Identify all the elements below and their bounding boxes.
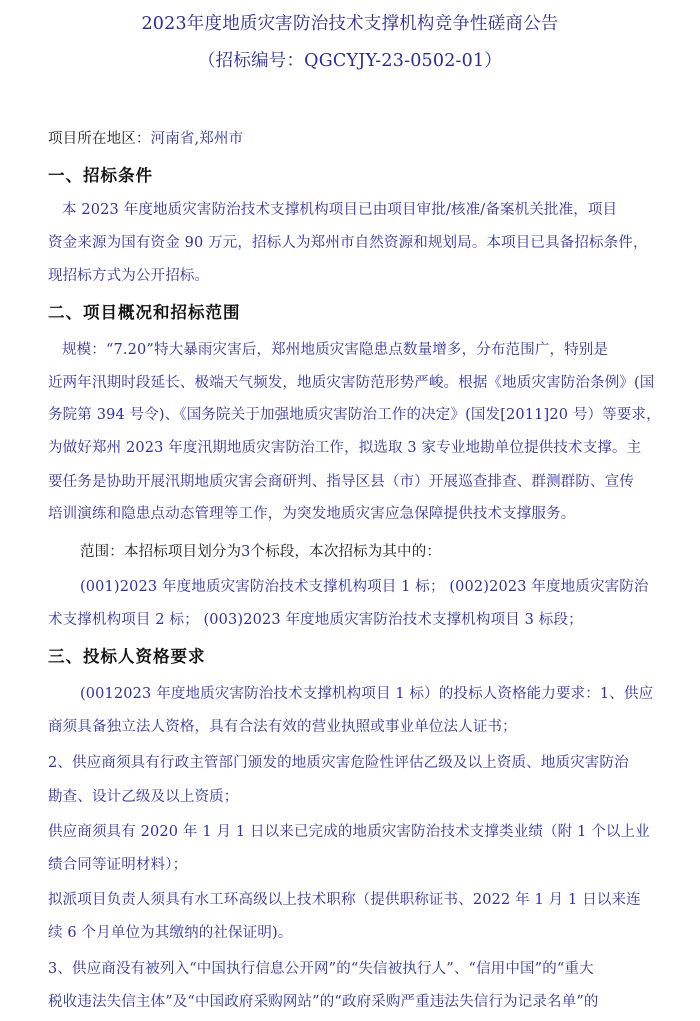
scale-paragraph-line: 培训演练和隐患点动态管理等工作，为突发地质灾害应急保障提供技术支撑服务。	[48, 506, 576, 522]
scale-paragraph-line: 务院第 394 号令)、《国务院关于加强地质灾害防治工作的决定》(国发[2011]20 号）等要求，	[48, 407, 661, 423]
lots-line: 术支撑机构项目 2 标； (003)2023 年度地质灾害防治技术支撑机构项目 3 标段；	[48, 612, 583, 628]
lots-line: (001)2023 年度地质灾害防治技术支撑机构项目 1 标； (002)2023 年度地质灾害防治	[80, 579, 649, 595]
tender-number: （招标编号：QGCYJY-23-0502-01）	[197, 51, 503, 71]
qualification-line: 绩合同等证明材料）；	[48, 857, 188, 873]
qualification-line: 勘查、设计乙级及以上资质；	[48, 789, 239, 805]
scope-suffix: 个标段，本次招标为其中的：	[250, 544, 441, 560]
scope-prefix: 范围：本招标项目划分为	[80, 544, 242, 560]
section1-paragraph-line: 资金来源为国有资金 90 万元，招标人为郑州市自然资源和规划局。本项目已具备招标条件，	[48, 235, 648, 251]
section1-paragraph-line: 现招标方式为公开招标。	[48, 268, 210, 284]
document-title: 2023年度地质灾害防治技术支撑机构竞争性磋商公告	[141, 14, 559, 34]
region-value: 河南省,郑州市	[150, 131, 244, 147]
qualification-line: 供应商须具有 2020 年 1 月 1 日以来已完成的地质灾害防治技术支撑类业绩（附 1 个以上业	[48, 824, 650, 840]
qualification-line: (0012023 年度地质灾害防治技术支撑机构项目 1 标）的投标人资格能力要求：1、供应	[80, 686, 654, 702]
qualification-line: 税收违法失信主体”及“中国政府采购网站”的“政府采购严重违法失信行为记录名单”的	[48, 994, 599, 1010]
section-heading-2: 二、项目概况和招标范围	[48, 303, 241, 322]
scale-paragraph-line: 为做好郑州 2023 年度汛期地质灾害防治工作，拟选取 3 家专业地勘单位提供技术支撑。主	[48, 440, 642, 456]
qualification-line: 续 6 个月单位为其缴纳的社保证明)。	[48, 925, 293, 941]
project-region	[48, 127, 700, 148]
section-heading-1: 一、招标条件	[48, 166, 153, 185]
scope-line	[80, 540, 700, 561]
scale-paragraph-line: 要任务是协助开展汛期地质灾害会商研判、指导区县（市）开展巡查排查、群测群防、宣传	[48, 474, 634, 490]
qualification-line: 2、供应商须具有行政主管部门颁发的地质灾害危险性评估乙级及以上资质、地质灾害防治	[48, 755, 629, 771]
section-heading-3: 三、投标人资格要求	[48, 647, 206, 666]
scale-paragraph-line: 近两年汛期时段延长、极端天气频发，地质灾害防范形势严峻。根据《地质灾害防治条例》(国	[48, 375, 655, 391]
qualification-line: 拟派项目负责人须具有水工环高级以上技术职称（提供职称证书、2022 年 1 月 1 日以来连	[48, 892, 641, 908]
scale-paragraph-line: 规模：“7.20”特大暴雨灾害后，郑州地质灾害隐患点数量增多，分布范围广，特别是	[62, 342, 609, 358]
region-label: 项目所在地区：	[48, 131, 151, 147]
qualification-line: 3、供应商没有被列入“中国执行信息公开网”的“失信被执行人”、“信用中国”的“重大	[48, 961, 594, 977]
scope-count: 3	[241, 544, 251, 560]
section1-paragraph-line: 本 2023 年度地质灾害防治技术支撑机构项目已由项目审批/核准/备案机关批准，项目	[62, 202, 618, 218]
qualification-line: 商须具备独立法人资格，具有合法有效的营业执照或事业单位法人证书；	[48, 719, 517, 735]
